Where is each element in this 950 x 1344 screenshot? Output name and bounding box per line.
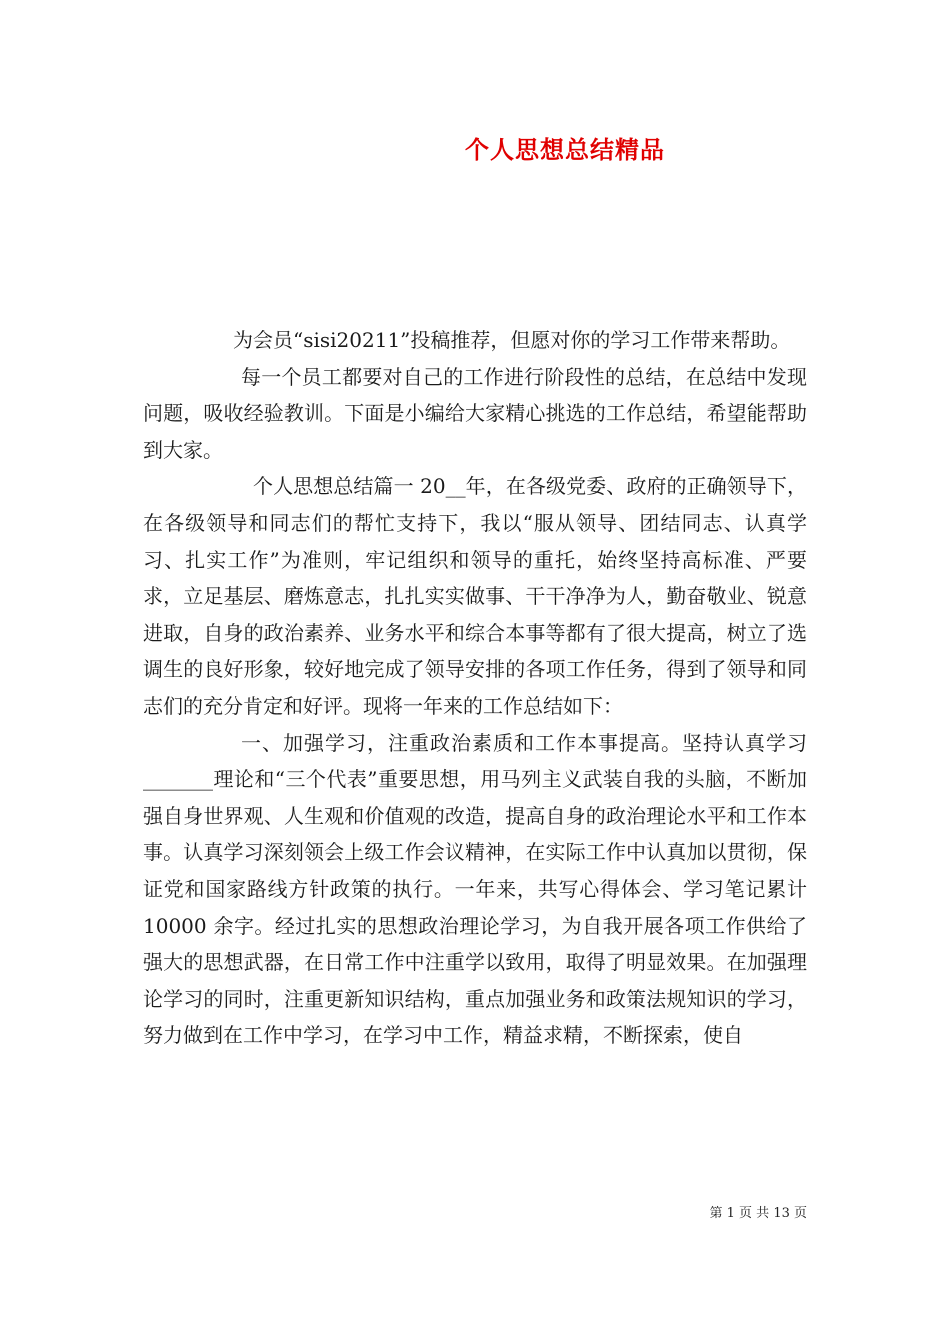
paragraph-preface: 每一个员工都要对自己的工作进行阶段性的总结，在总结中发现问题，吸收经验教训。下面是小编给大家精心挑选的工作总结，希望能帮助到大家。 — [143, 364, 807, 462]
document-title: 个人思想总结精品 — [465, 135, 665, 164]
document-body — [143, 322, 807, 1054]
paragraph-summary-opening: 个人思想总结篇一 20__年，在各级党委、政府的正确领导下，在各级领导和同志们的帮忙支持下，我以“服从领导、团结同志、认真学习、扎实工作”为准则，牢记组织和领导的重托，始终坚持高标准、严要求，立足基层、磨炼意志，扎扎实实做事、干干净净为人，勤奋敬业、锐意进取，自身的政治素养、业务水平和综合本事等都有了很大提高，树立了选调生的良好形象，较好地完成了领导安排的各项工作任务，得到了领导和同志们的充分肯定和好评。现将一年来的工作总结如下： — [143, 474, 807, 718]
paragraph-section-one: 一、加强学习，注重政治素质和工作本事提高。坚持认真学习_______理论和“三个代表”重要思想，用马列主义武装自我的头脑，不断加强自身世界观、人生观和价值观的改造，提高自身的政治理论水平和工作本事。认真学习深刻领会上级工作会议精神，在实际工作中认真加以贯彻，保证党和国家路线方针政策的执行。一年来，共写心得体会、学习笔记累计 10000 余字。经过扎实的思想政治理论学习，为自我开展各项工作供给了强大的思想武器，在日常工作中注重学以致用，取得了明显效果。在加强理论学习的同时，注重更新知识结构，重点加强业务和政策法规知识的学习，努力做到在工作中学习，在学习中工作，精益求精，不断探索，使自 — [143, 730, 807, 1048]
page-number: 第 1 页 共 13 页 — [709, 1206, 807, 1221]
paragraph-intro: 为会员“sisi20211”投稿推荐，但愿对你的学习工作带来帮助。 — [233, 328, 791, 352]
